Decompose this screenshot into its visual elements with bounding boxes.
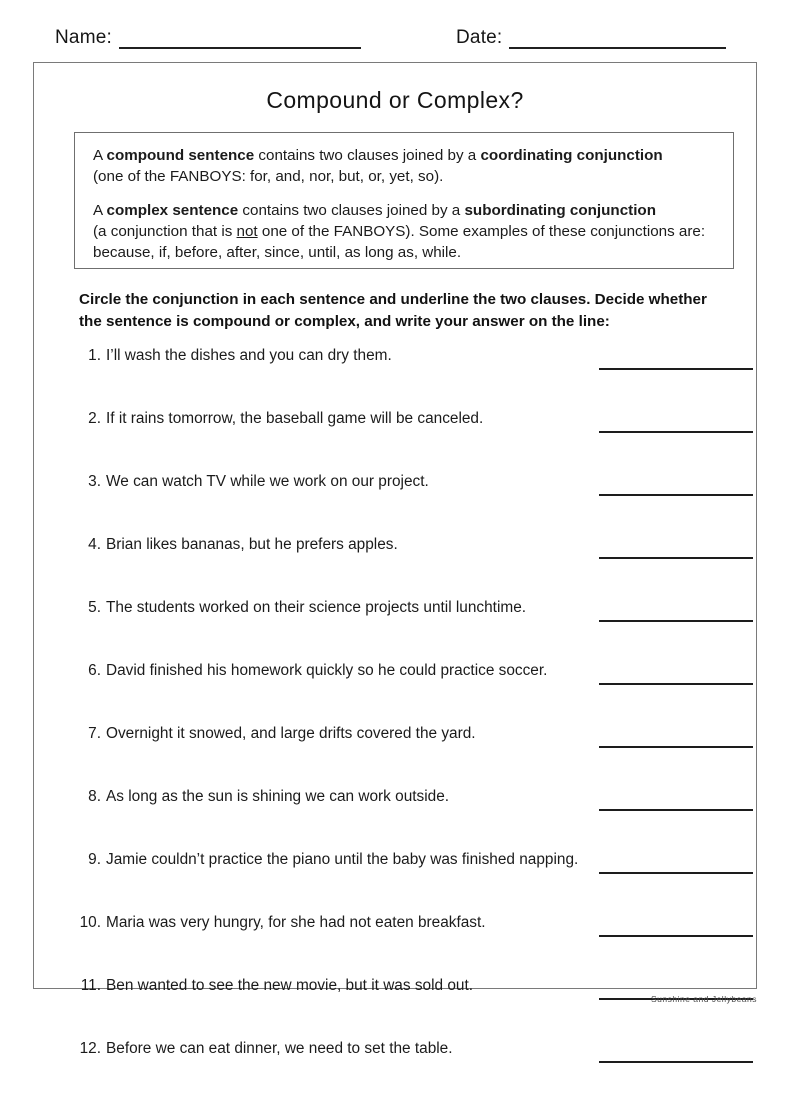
question-text: Before we can eat dinner, we need to set the table. bbox=[106, 1040, 453, 1057]
question-text: I’ll wash the dishes and you can dry them. bbox=[106, 347, 392, 364]
publisher-credit: Sunshine and Jellybeans bbox=[650, 994, 757, 1004]
compound-definition bbox=[93, 146, 717, 187]
question-row-12 bbox=[34, 1039, 756, 1102]
question-number: 5. bbox=[88, 599, 101, 616]
question-row-10 bbox=[34, 913, 756, 976]
answer-line-12[interactable] bbox=[599, 1061, 753, 1063]
question-text: David finished his homework quickly so he could practice soccer. bbox=[106, 662, 548, 679]
question-row-3 bbox=[34, 472, 756, 535]
question-text: As long as the sun is shining we can work outside. bbox=[106, 788, 450, 805]
question-row-4 bbox=[34, 535, 756, 598]
date-field-group bbox=[456, 28, 726, 49]
date-label: Date: bbox=[456, 27, 503, 48]
question-number: 3. bbox=[88, 473, 101, 490]
question-number: 8. bbox=[88, 788, 101, 805]
question-row-9 bbox=[34, 850, 756, 913]
complex-sentence-term: complex sentence bbox=[106, 202, 239, 220]
complex-definition bbox=[93, 201, 717, 263]
question-number: 7. bbox=[88, 725, 101, 742]
question-row-5 bbox=[34, 598, 756, 661]
directions-text: Circle the conjunction in each sentence and underline the two clauses. Decide whether the sentence is compound or complex, and write your answer on the line: bbox=[79, 291, 707, 330]
answer-line-8[interactable] bbox=[599, 809, 753, 811]
question-number: 4. bbox=[88, 536, 101, 553]
question-row-6 bbox=[34, 661, 756, 724]
question-number: 10. bbox=[79, 914, 101, 931]
question-row-2 bbox=[34, 409, 756, 472]
answer-line-3[interactable] bbox=[599, 494, 753, 496]
question-number: 9. bbox=[88, 851, 101, 868]
question-text: We can watch TV while we work on our project. bbox=[106, 473, 429, 490]
question-number: 11. bbox=[80, 977, 101, 994]
complex-def-lead: A bbox=[93, 202, 107, 220]
question-row-11 bbox=[34, 976, 756, 1039]
question-row-7 bbox=[34, 724, 756, 787]
question-number: 2. bbox=[88, 410, 101, 427]
complex-def-tail-b: one of the FANBOYS). Some examples of these conjunctions are: because, if, before, after, since, until, as long as, while. bbox=[93, 223, 706, 261]
question-text: Brian likes bananas, but he prefers apples. bbox=[106, 536, 398, 553]
name-write-line[interactable] bbox=[119, 33, 361, 49]
answer-line-5[interactable] bbox=[599, 620, 753, 622]
question-text: Maria was very hungry, for she had not eaten breakfast. bbox=[106, 914, 486, 931]
compound-sentence-term: compound sentence bbox=[106, 147, 255, 164]
question-text: Jamie couldn’t practice the piano until the baby was finished napping. bbox=[106, 851, 579, 868]
not-emphasis: not bbox=[236, 223, 258, 241]
page-title: Compound or Complex? bbox=[266, 87, 524, 113]
complex-def-mid: contains two clauses joined by a bbox=[238, 202, 465, 220]
complex-def-tail-a: (a conjunction that is bbox=[93, 223, 237, 241]
answer-line-4[interactable] bbox=[599, 557, 753, 559]
answer-line-10[interactable] bbox=[599, 935, 753, 937]
name-label: Name: bbox=[55, 27, 112, 48]
question-number: 6. bbox=[88, 662, 101, 679]
question-text: Overnight it snowed, and large drifts covered the yard. bbox=[106, 725, 476, 742]
compound-def-tail: (one of the FANBOYS: for, and, nor, but, or, yet, so). bbox=[93, 167, 444, 185]
answer-line-1[interactable] bbox=[599, 368, 753, 370]
question-text: Ben wanted to see the new movie, but it was sold out. bbox=[106, 977, 474, 994]
compound-def-lead: A bbox=[93, 147, 107, 164]
name-date-header bbox=[0, 28, 791, 58]
question-number: 12. bbox=[79, 1040, 101, 1057]
compound-def-mid: contains two clauses joined by a bbox=[254, 147, 481, 164]
answer-line-7[interactable] bbox=[599, 746, 753, 748]
question-number: 1. bbox=[88, 347, 101, 364]
answer-line-6[interactable] bbox=[599, 683, 753, 685]
answer-line-2[interactable] bbox=[599, 431, 753, 433]
question-text: If it rains tomorrow, the baseball game will be canceled. bbox=[106, 410, 484, 427]
question-text: The students worked on their science projects until lunchtime. bbox=[106, 599, 527, 616]
question-list bbox=[34, 346, 756, 1102]
name-field-group bbox=[55, 28, 361, 49]
subordinating-conjunction-term: subordinating conjunction bbox=[464, 202, 656, 220]
coordinating-conjunction-term: coordinating conjunction bbox=[480, 147, 663, 164]
question-row-8 bbox=[34, 787, 756, 850]
date-write-line[interactable] bbox=[509, 33, 726, 49]
answer-line-9[interactable] bbox=[599, 872, 753, 874]
question-row-1 bbox=[34, 346, 756, 409]
definition-box bbox=[74, 132, 734, 269]
